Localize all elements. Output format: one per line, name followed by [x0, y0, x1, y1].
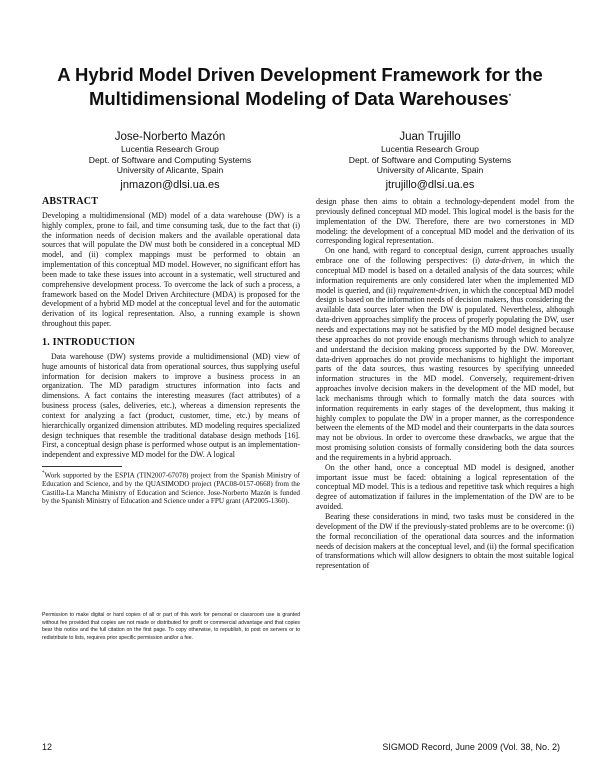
- right-paragraph-4: Bearing these considerations in mind, two tasks must be considered in the development of the DW if the previously-stated problems are to be overcome: (i) the formal reconciliation of the operational data sources and the information needs of decision makers at the conceptual level, and (ii) the formal specification of transformations which will allow designers to obtain the most suitable logical representation of: [316, 512, 574, 571]
- text-run: On one hand, with regard to conceptual design, current approaches usually embrace one of the following perspectives: (i): [316, 246, 574, 266]
- introduction-heading: 1. INTRODUCTION: [42, 336, 136, 348]
- left-column: [42, 197, 300, 506]
- right-paragraph-3: On the other hand, once a conceptual MD model is designed, another important issue must be faced: obtaining a logical representation of the conceptual MD model. This is a tedious and repetitive task which requires a high degree of automatization if failures in the implementation of the DW are to be avoided.: [316, 462, 574, 512]
- author-univ: University of Alicante, Spain: [376, 165, 484, 175]
- author-name: Juan Trujillo: [399, 131, 461, 143]
- text-run: , in which the conceptual MD model is based on a detailed analysis of the data sources; while information requirements are only considered later when the implemented MD model is queried, and (ii): [316, 256, 574, 295]
- emphasis-requirement-driven: requirement-driven: [397, 285, 459, 295]
- footnote-divider: [42, 466, 122, 467]
- text-run: , in which the conceptual MD model design is based on the information needs of decision makers, thus considering the available data sources later when the DW is populated. Nevertheless, although data-driven approaches simplify the process of properly populating the DW, user needs and expectations may not be satisfied by the MD model designed because these approaches do not provide enough mechanisms through which to analyze and understand the decision making process supported by the DW. Moreover, data-driven approaches do not provide mechanisms to highlight the important parts of the data sources, thus wasting resources by specifying unneeded information structures in the MD model. Conversely, requirement-driven approaches involve decision makers in the development of the MD model, but lack mechanisms through which to formally match the data sources with information requirements in early stages of the development, thus making it highly complex to populate the DW in a proper manner, as the correspondence between the elements of the MD model and their counterparts in the data sources may not be obvious. In order to overcome these drawbacks, we argue that the most promising solution consists of formally considering both the data sources and the requirements in a hybrid approach.: [316, 285, 575, 462]
- author-univ: University of Alicante, Spain: [116, 165, 224, 175]
- author-name: Jose-Norberto Mazón: [114, 131, 226, 143]
- author-block-1: [40, 130, 300, 193]
- right-column: [316, 197, 574, 571]
- emphasis-data-driven: data-driven: [484, 256, 522, 266]
- footnote: [42, 470, 300, 506]
- right-paragraph-2: [316, 246, 574, 463]
- author-block-2: [300, 130, 560, 193]
- author-group: Lucentia Research Group: [121, 144, 219, 154]
- intro-paragraph-1: Data warehouse (DW) systems provide a multidimensional (MD) view of huge amounts of historical data from operational sources, thus supplying useful information for decision makers to improve a business process in an organization. The MD paradigm structures information into facts and dimensions. A fact contains the interesting measures (fact attributes) of a business process (sales, deliveries, etc.), whereas a dimension represents the context for analyzing a fact (product, customer, time, etc.) by means of hierarchically organized dimension attributes. MD modeling requires specialized design techniques that resemble the traditional database design methods [16]. First, a conceptual design phase is performed whose output is an implementation-independent and expressive MD model for the DW. A logical: [42, 351, 300, 460]
- footnote-mark: *: [42, 471, 45, 477]
- page-number: 12: [42, 742, 53, 752]
- venue-footer: SIGMOD Record, June 2009 (Vol. 38, No. 2): [382, 742, 560, 752]
- author-dept: Dept. of Software and Computing Systems: [88, 154, 252, 165]
- abstract-text: Developing a multidimensional (MD) model of a data warehouse (DW) is a highly complex, prone to fail, and time consuming task, due to the fact that (i) the information needs of decision makers and the available operational data sources that will populate the DW must both be considered in a conceptual MD model, and (ii) complex mappings must be performed to obtain an implementation of this conceptual MD model. However, no significant effort has been made to take these issues into account in a systematic, well structured and comprehensive development process. To overcome the lack of such a process, a framework based on the Model Driven Architecture (MDA) is proposed for the development of a hybrid MD model at the conceptual level and for the automatic derivation of its logical representation. Also, a running example is shown throughout this paper.: [42, 210, 300, 329]
- abstract-heading: ABSTRACT: [42, 196, 99, 207]
- footnote-text: Work supported by the ESPIA (TIN2007-67078) project from the Spanish Ministry of Education and Science, and by the QUASIMODO project (PAC08-0157-0668) from the Castilla-La Mancha Ministry of Education and Science. Jose-Norberto Mazón is funded by the Spanish Ministry of Education and Science under a FPU grant (AP2005-1360).: [42, 471, 300, 506]
- author-email[interactable]: jtrujillo@dlsi.ua.es: [385, 178, 475, 191]
- author-group: Lucentia Research Group: [381, 144, 479, 154]
- author-dept: Dept. of Software and Computing Systems: [348, 154, 512, 165]
- title-line-1: A Hybrid Model Driven Development Framework for the: [57, 64, 543, 85]
- right-paragraph-1: design phase then aims to obtain a technology-dependent model from the previously defined conceptual MD model. This logical model is the basis for the implementation of the DW. Therefore, there are two cornerstones in MD modeling: the development of a conceptual MD model and the derivation of its corresponding logical representation.: [316, 197, 574, 246]
- title-line-2: Multidimensional Modeling of Data Warehouses: [88, 88, 509, 110]
- title-footnote-mark: *: [508, 94, 512, 100]
- paper-title: [40, 64, 560, 110]
- permission-notice: Permission to make digital or hard copies of all or part of this work for personal or classroom use is granted without fee provided that copies are not made or distributed for profit or commercial advantage and that copies bear this notice and the full citation on the first page. To copy otherwise, to republish, to post on servers or to redistribute to lists, requires prior specific permission and/or a fee.: [42, 612, 300, 642]
- author-email[interactable]: jnmazon@dlsi.ua.es: [120, 178, 220, 191]
